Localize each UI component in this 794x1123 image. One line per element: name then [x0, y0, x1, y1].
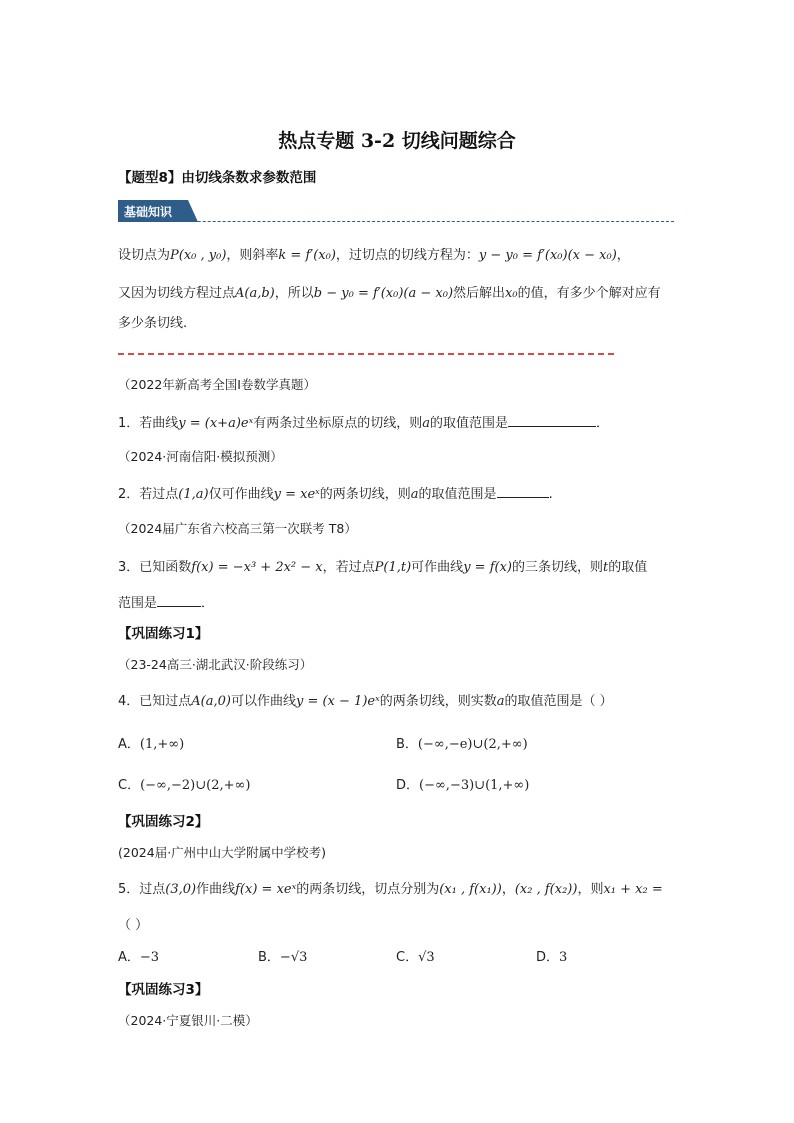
question-3-line-2: 范围是 ．: [118, 596, 215, 611]
question-5: 5．过点(3,0)作曲线f(x) = xeˣ的两条切线，切点分别为(x₁ , f(x₁))，(x₂ , f(x₂))，则x₁ + x₂ =: [118, 882, 663, 897]
option-c[interactable]: C．√3: [396, 950, 435, 965]
answer-blank[interactable]: [157, 594, 201, 607]
practice-2-source: (2024届·广州中山大学附属中学校考): [118, 845, 327, 860]
option-a[interactable]: A．−3: [118, 950, 160, 965]
question-1: 1．若曲线y = (x+a)eˣ有两条过坐标原点的切线，则a的取值范围是 ．: [118, 416, 610, 431]
question-2: 2．若过点(1,a)仅可作曲线y = xeˣ的两条切线，则a的取值范围是 .: [118, 487, 553, 502]
red-divider: [118, 353, 614, 355]
intro-line-2: 又因为切线方程过点A(a,b)，所以b − y₀ = f′(x₀)(a − x₀)然后解出x₀的值，有多少个解对应有: [118, 286, 661, 301]
option-a[interactable]: A．(1,+∞): [118, 737, 185, 752]
option-d[interactable]: D．3: [536, 950, 568, 965]
practice-3-heading: 【巩固练习3】: [118, 982, 209, 998]
question-5-paren: （ ）: [118, 918, 149, 933]
badge-label: 基础知识: [124, 205, 173, 219]
practice-2-heading: 【巩固练习2】: [118, 814, 209, 830]
intro-line-1: 设切点为P(x₀ , y₀)，则斜率k = f′(x₀)，过切点的切线方程为：y − y₀ = f′(x₀)(x − x₀)，: [118, 248, 630, 263]
q3-source: （2024届广东省六校高三第一次联考 T8）: [118, 521, 357, 536]
option-c[interactable]: C．(−∞,−2)∪(2,+∞): [118, 778, 251, 793]
q1-source: （2022年新高考全国Ⅰ卷数学真题）: [118, 377, 316, 392]
intro-line-3: 多少条切线.: [118, 316, 188, 331]
page-title: 热点专题 3-2 切线问题综合: [278, 130, 516, 152]
q2-source: （2024·河南信阳·模拟预测）: [118, 449, 283, 464]
badge-divider: [118, 221, 674, 222]
answer-blank[interactable]: [497, 485, 549, 498]
practice-1-heading: 【巩固练习1】: [118, 626, 209, 642]
option-d[interactable]: D．(−∞,−3)∪(1,+∞): [396, 778, 530, 793]
practice-1-source: （23-24高三·湖北武汉·阶段练习）: [118, 657, 313, 672]
question-4: 4．已知过点A(a,0)可以作曲线y = (x − 1)eˣ的两条切线，则实数a的取值范围是（ ）: [118, 694, 613, 709]
option-b[interactable]: B．−√3: [258, 950, 308, 965]
option-b[interactable]: B．(−∞,−e)∪(2,+∞): [396, 737, 528, 752]
question-3: 3．已知函数f(x) = −x³ + 2x² − x，若过点P(1,t)可作曲线y = f(x)的三条切线，则t的取值: [118, 560, 648, 575]
answer-blank[interactable]: [508, 414, 596, 427]
practice-3-source: （2024·宁夏银川·二模）: [118, 1013, 258, 1028]
section-heading: 【题型8】由切线条数求参数范围: [118, 170, 317, 186]
